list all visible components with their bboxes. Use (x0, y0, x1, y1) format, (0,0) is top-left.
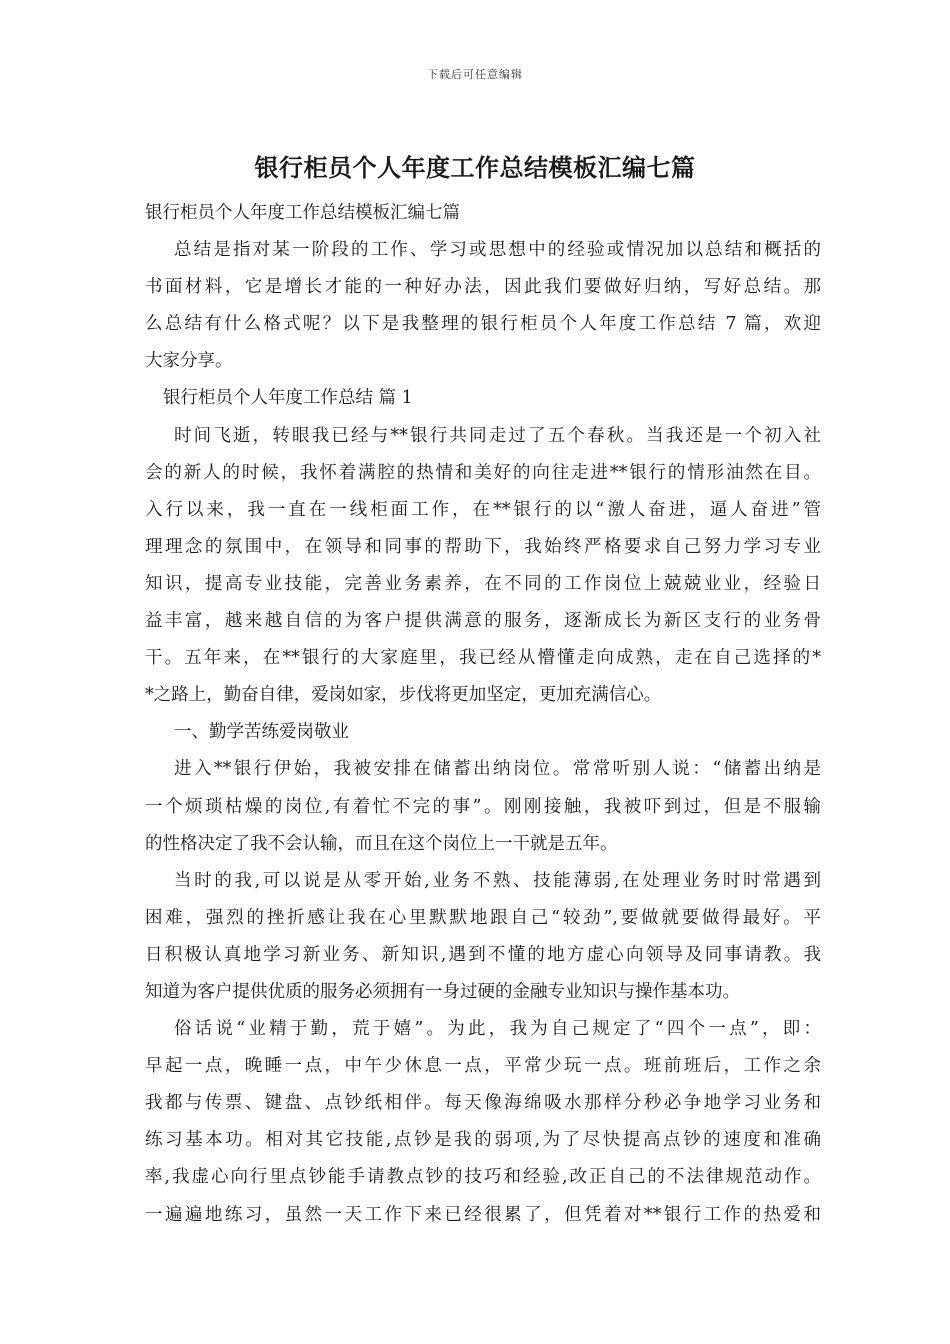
paragraph-line: 当时的我,可以说是从零开始,业务不熟、技能薄弱,在处理业务时时常遇到 (174, 870, 821, 891)
document-title: 银行柜员个人年度工作总结模板汇编七篇 (254, 153, 696, 182)
paragraph-line: 知道为客户提供优质的服务必须拥有一身过硬的金融专业知识与操作基本功。 (145, 981, 740, 1002)
paragraph-line: 知识，提高专业技能，完善业务素养，在不同的工作岗位上兢兢业业，经验日 (145, 573, 821, 594)
paragraph-line: 一个烦琐枯燥的岗位,有着忙不完的事”。刚刚接触，我被吓到过，但是不服输 (145, 796, 821, 817)
paragraph-line: 我都与传票、键盘、点钞纸相伴。每天像海绵吸水那样分秒必争地学习业务和 (145, 1093, 821, 1114)
paragraph-line: 进入**银行伊始，我被安排在储蓄出纳岗位。常常听别人说：“储蓄出纳是 (174, 759, 821, 780)
paragraph-line: 入行以来，我一直在一线柜面工作，在**银行的以“激人奋进，逼人奋进”管 (145, 499, 821, 520)
paragraph-line: 练习基本功。相对其它技能,点钞是我的弱项,为了尽快提高点钞的速度和准确 (145, 1130, 821, 1151)
paragraph-line: 一遍遍地练习，虽然一天工作下来已经很累了，但凭着对**银行工作的热爱和 (145, 1204, 821, 1225)
paragraph-line: 书面材料，它是增长才能的一种好办法，因此我们要做好归纳，写好总结。那 (145, 277, 821, 298)
document-body (145, 195, 821, 1234)
document-subtitle-line: 银行柜员个人年度工作总结模板汇编七篇 (145, 203, 460, 223)
paragraph-line: 大家分享。 (145, 351, 233, 372)
paragraph-line: 率,我虚心向行里点钞能手请教点钞的技巧和经验,改正自己的不法律规范动作。 (145, 1167, 821, 1188)
paragraph-line: 么总结有什么格式呢？以下是我整理的银行柜员个人年度工作总结 7 篇，欢迎 (145, 314, 821, 335)
paragraph-line: 时间飞逝，转眼我已经与**银行共同走过了五个春秋。当我还是一个初入社 (174, 425, 821, 446)
paragraph-line: 会的新人的时候，我怀着满腔的热情和美好的向往走进**银行的情形油然在目。 (145, 462, 821, 483)
paragraph-line: 俗话说“业精于勤，荒于嬉”。为此，我为自己规定了“四个一点”，即： (174, 1019, 821, 1040)
section-heading: 一、勤学苦练爱岗敬业 (174, 722, 349, 743)
paragraph-line: 的性格决定了我不会认输，而且在这个岗位上一干就是五年。 (145, 833, 618, 854)
paragraph-line: 干。五年来，在**银行的大家庭里，我已经从懵懂走向成熟，走在自己选择的* (145, 648, 821, 669)
paragraph-line: 困难，强烈的挫折感让我在心里默默地跟自己“较劲”,要做就要做得最好。平 (145, 907, 821, 928)
section-heading: 银行柜员个人年度工作总结 篇 1 (163, 388, 413, 409)
paragraph-line: 日积极认真地学习新业务、新知识,遇到不懂的地方虚心向领导及同事请教。我 (145, 944, 821, 965)
paragraph-line: 益丰富，越来越自信的为客户提供满意的服务，逐渐成长为新区支行的业务骨 (145, 611, 821, 632)
page-header-note: 下载后可任意编辑 (427, 68, 523, 81)
paragraph-line: 理理念的氛围中，在领导和同事的帮助下，我始终严格要求自己努力学习专业 (145, 536, 821, 557)
paragraph-line: 总结是指对某一阶段的工作、学习或思想中的经验或情况加以总结和概括的 (174, 240, 821, 261)
paragraph-line: 早起一点，晚睡一点，中午少休息一点，平常少玩一点。班前班后，工作之余 (145, 1056, 821, 1077)
paragraph-line: *之路上，勤奋自律，爱岗如家，步伐将更加坚定，更加充满信心。 (145, 685, 662, 706)
